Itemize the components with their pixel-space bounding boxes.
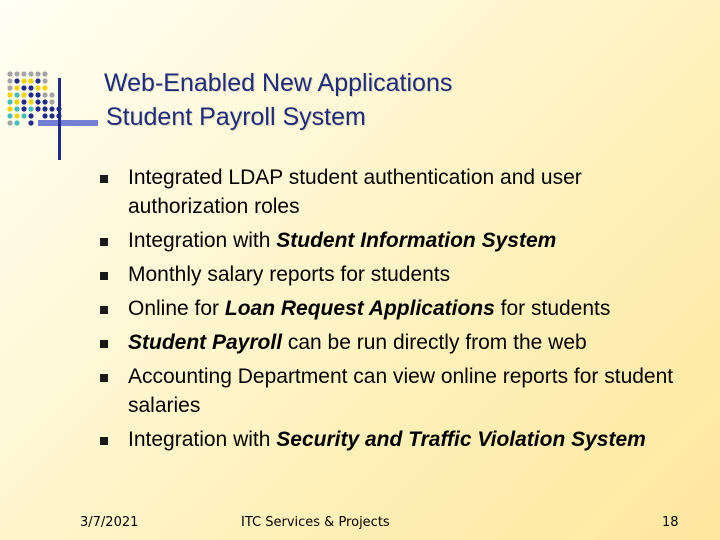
decorative-dot: [21, 71, 26, 76]
decorative-dot: [7, 85, 12, 90]
decorative-dot: [28, 71, 33, 76]
decorative-dot: [28, 99, 33, 104]
decorative-dot: [49, 113, 54, 118]
decorative-dot: [7, 92, 12, 97]
bullet-item: Integration with Student Information System: [95, 226, 705, 255]
decorative-dot: [42, 78, 47, 83]
decorative-dot: [35, 92, 40, 97]
decorative-dot: [42, 99, 47, 104]
square-bullet-icon: [100, 238, 108, 246]
bullet-list: [95, 163, 705, 459]
decorative-dot: [14, 92, 19, 97]
decorative-dot: [49, 92, 54, 97]
decorative-dot: [7, 99, 12, 104]
bullet-item: Integration with Security and Traffic Violation System: [95, 425, 705, 454]
decorative-dot: [28, 85, 33, 90]
square-bullet-icon: [100, 374, 108, 382]
decorative-dot: [35, 78, 40, 83]
decorative-dot: [35, 106, 40, 111]
decorative-dot: [7, 113, 12, 118]
decorative-dot: [42, 92, 47, 97]
decorative-dot: [21, 92, 26, 97]
decorative-dot-grid: [0, 0, 120, 170]
decorative-dot: [21, 85, 26, 90]
decorative-dot: [28, 78, 33, 83]
footer-date: 3/7/2021: [80, 515, 139, 530]
decorative-dot: [28, 92, 33, 97]
decorative-dot: [28, 120, 33, 125]
decorative-dot: [7, 78, 12, 83]
decorative-dot: [49, 106, 54, 111]
square-bullet-icon: [100, 175, 108, 183]
decorative-dot: [14, 78, 19, 83]
decorative-dot: [21, 113, 26, 118]
decorative-dot: [14, 71, 19, 76]
decorative-dot: [28, 113, 33, 118]
decorative-dot: [42, 113, 47, 118]
footer-organization: ITC Services & Projects: [241, 515, 390, 530]
square-bullet-icon: [100, 437, 108, 445]
decorative-dot: [21, 99, 26, 104]
decorative-dot: [14, 99, 19, 104]
decorative-dot: [14, 120, 19, 125]
slide-title: [104, 66, 684, 134]
decorative-dot: [28, 106, 33, 111]
bullet-item: Online for Loan Request Applications for students: [95, 294, 705, 323]
square-bullet-icon: [100, 340, 108, 348]
square-bullet-icon: [100, 272, 108, 280]
square-bullet-icon: [100, 306, 108, 314]
decorative-dot: [7, 106, 12, 111]
decorative-horizontal-bar: [38, 120, 98, 126]
decorative-dot: [35, 71, 40, 76]
decorative-dot: [7, 71, 12, 76]
decorative-dot: [14, 113, 19, 118]
decorative-dot: [14, 85, 19, 90]
title-line-1: Web-Enabled New Applications: [104, 69, 453, 97]
decorative-dot: [49, 99, 54, 104]
decorative-dot: [21, 78, 26, 83]
title-line-2: Student Payroll System: [106, 103, 366, 131]
decorative-dot: [35, 85, 40, 90]
decorative-dot: [42, 106, 47, 111]
decorative-dot: [42, 71, 47, 76]
decorative-dot: [14, 106, 19, 111]
decorative-dot: [21, 106, 26, 111]
decorative-dot: [35, 99, 40, 104]
slide-number: 18: [662, 515, 679, 530]
decorative-dot: [42, 85, 47, 90]
bullet-item: Accounting Department can view online reports for student salaries: [95, 362, 705, 420]
decorative-vertical-line: [58, 78, 61, 160]
bullet-item: Integrated LDAP student authentication and user authorization roles: [95, 163, 705, 221]
decorative-dot: [7, 120, 12, 125]
bullet-item: Monthly salary reports for students: [95, 260, 705, 289]
bullet-item: Student Payroll can be run directly from the web: [95, 328, 705, 357]
